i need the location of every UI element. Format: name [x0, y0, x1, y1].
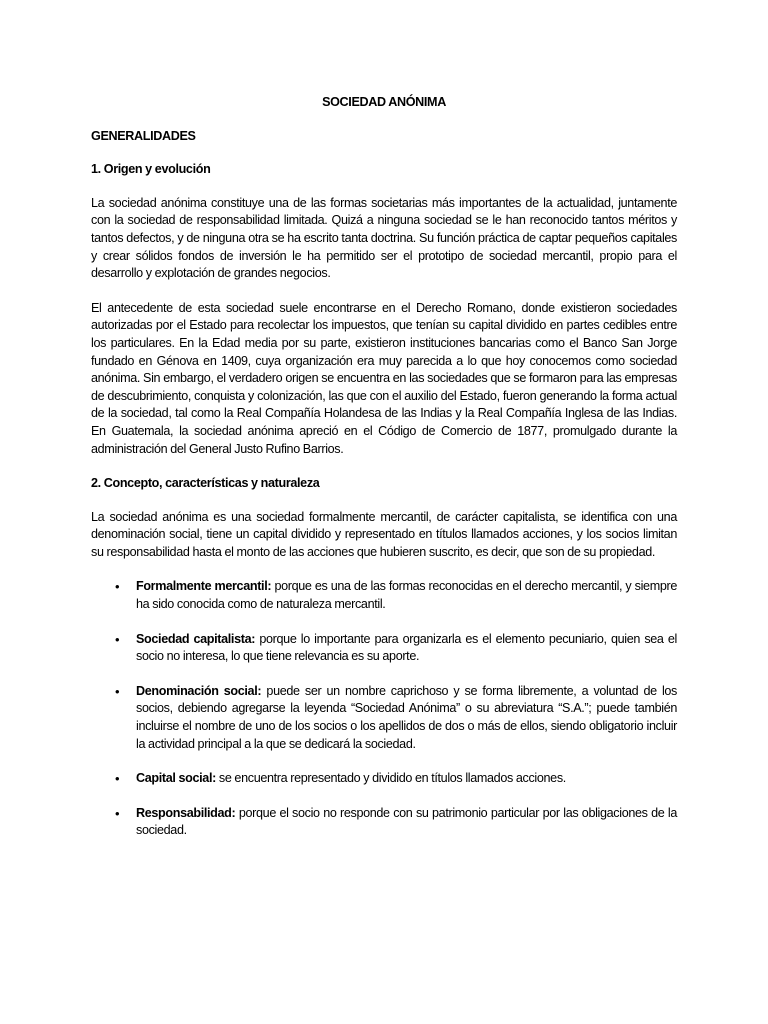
list-item-sociedad-capitalista	[91, 631, 677, 666]
characteristics-list	[91, 578, 677, 840]
list-item-term: Responsabilidad:	[136, 805, 236, 820]
list-item-term: Denominación social:	[136, 683, 262, 698]
list-item-text: porque el socio no responde con su patrimonio particular por las obligaciones de la sociedad.	[136, 805, 677, 838]
paragraph-origen-2: El antecedente de esta sociedad suele encontrarse en el Derecho Romano, donde existieron sociedades autorizadas por el Estado para recolectar los impuestos, que tenían su capital dividido en partes cedibles entre los particulares. En la Edad media por su parte, existieron instituciones bancarias como el Banco San Jorge fundado en Génova en 1409, cuya organización era muy parecida a lo que hoy conocemos como sociedad anónima. Sin embargo, el verdadero origen se encuentra en las sociedades que se formaron para las empresas de descubrimiento, conquista y colonización, las que con el auxilio del Estado, fueron generando la forma actual de la sociedad, tal como la Real Compañía Holandesa de las Indias y la Real Compañía Inglesa de las Indias. En Guatemala, la sociedad anónima apreció en el Código de Comercio de 1877, promulgado durante la administración del General Justo Rufino Barrios.	[91, 300, 677, 456]
bullet-icon: •	[115, 771, 120, 787]
subsection-heading-concepto: 2. Concepto, características y naturaleza	[91, 476, 320, 491]
subsection-heading-origen: 1. Origen y evolución	[91, 162, 211, 177]
document-page	[91, 94, 677, 857]
list-item-text: porque lo importante para organizarla es el elemento pecuniario, quien sea el socio no interesa, lo que tiene relevancia es su aporte.	[136, 631, 677, 664]
list-item-denominacion-social	[91, 683, 677, 753]
bullet-icon: •	[115, 683, 120, 699]
bullet-icon: •	[115, 805, 120, 821]
list-item-text: porque es una de las formas reconocidas en el derecho mercantil, y siempre ha sido conocida como de naturaleza mercantil.	[136, 579, 677, 612]
paragraph-concepto: La sociedad anónima es una sociedad formalmente mercantil, de carácter capitalista, se identifica con una denominación social, tiene un capital dividido y representado en títulos llamados acciones, y los socios limitan su responsabilidad hasta el monto de las acciones que hubieren suscrito, es decir, que son de su propiedad.	[91, 509, 677, 559]
paragraph-origen-1: La sociedad anónima constituye una de las formas societarias más importantes de la actualidad, juntamente con la sociedad de responsabilidad limitada. Quizá a ninguna sociedad se le han reconocido tantos méritos y tantos defectos, y de ninguna otra se ha escrito tanta doctrina. Su función práctica de captar pequeños capitales y crear sólidos fondos de inversión le ha permitido ser el prototipo de sociedad mercantil, propio para el desarrollo y explotación de grandes negocios.	[91, 195, 677, 281]
list-item-formalmente-mercantil	[91, 578, 677, 613]
list-item-text: se encuentra representado y dividido en títulos llamados acciones.	[215, 771, 566, 786]
list-item-responsabilidad	[91, 805, 677, 840]
document-title: SOCIEDAD ANÓNIMA	[322, 95, 446, 109]
list-item-term: Capital social:	[136, 771, 216, 786]
bullet-icon: •	[115, 579, 120, 595]
list-item-term: Sociedad capitalista:	[136, 631, 256, 646]
list-item-text: puede ser un nombre caprichoso y se forma libremente, a voluntad de los socios, debiendo agregarse la leyenda “Sociedad Anónima” o su abreviatura “S.A.”; puede también incluirse el nombre de uno de los socios o los apellidos de dos o más de ellos, siendo obligatorio incluir la actividad principal a la que se dedicará la sociedad.	[136, 683, 677, 751]
bullet-icon: •	[115, 631, 120, 647]
list-item-term: Formalmente mercantil:	[136, 579, 272, 594]
list-item-capital-social	[91, 770, 677, 788]
section-heading-generalidades: GENERALIDADES	[91, 128, 196, 143]
